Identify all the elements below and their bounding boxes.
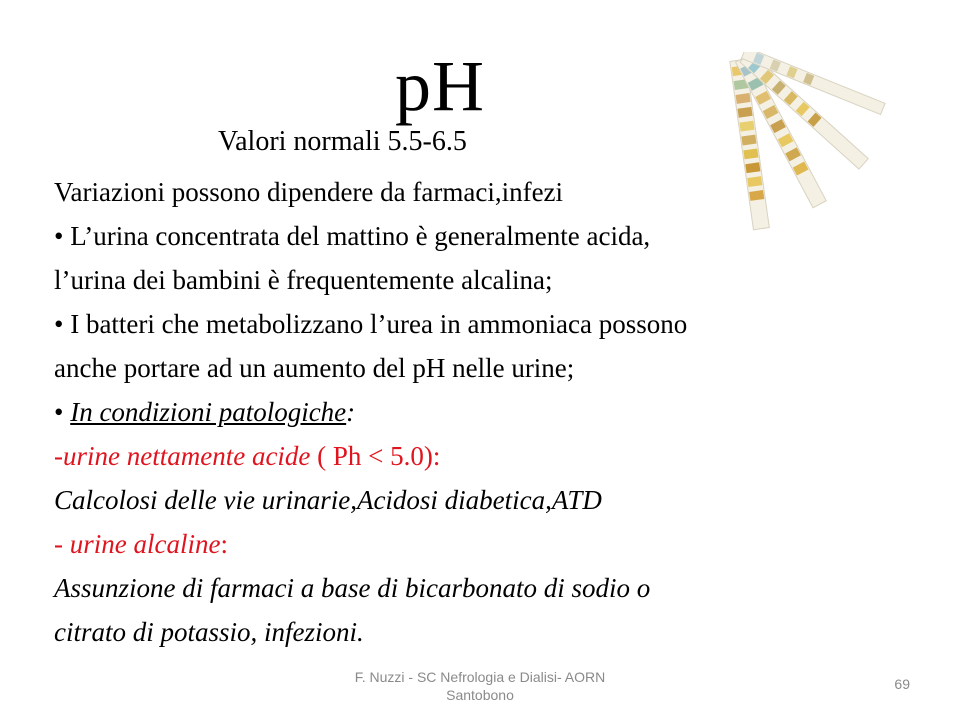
acid-causes-line: Calcolosi delle vie urinarie,Acidosi diabetica,ATD [54, 485, 602, 515]
slide-body [54, 170, 914, 654]
alkaline-causes-line-1: Assunzione di farmaci a base di bicarbonato di sodio o [54, 573, 651, 603]
alkaline-urine-line [54, 522, 914, 566]
acid-urine-line [54, 434, 914, 478]
alkaline-urine-label: - urine alcaline [54, 529, 221, 559]
bullet-pathological [54, 390, 914, 434]
normal-values-subtitle: Valori normali 5.5-6.5 [218, 126, 467, 157]
alkaline-colon: : [220, 529, 228, 559]
acid-dash: - [54, 441, 63, 471]
alkaline-causes-line-2: citrato di potassio, infezioni. [54, 617, 364, 647]
page-number: 69 [894, 676, 910, 692]
variations-line: Variazioni possono dipendere da farmaci,infezi [54, 177, 564, 207]
slide-footer: F. Nuzzi - SC Nefrologia e Dialisi- AORN Santobono [354, 669, 606, 703]
acid-urine-label: urine nettamente acide [63, 441, 311, 471]
bacteria-ph-line: anche portare ad un aumento del pH nelle urine; [54, 353, 575, 383]
bullet-morning-urine: • L’urina concentrata del mattino è generalmente acida, [54, 221, 651, 251]
slide-title: pH [395, 46, 485, 126]
pathological-colon: : [346, 397, 356, 427]
children-urine-line: l’urina dei bambini è frequentemente alcalina; [54, 265, 553, 295]
bullet-symbol: • [54, 397, 71, 427]
acid-urine-threshold: ( Ph < 5.0): [310, 441, 441, 471]
pathological-conditions-heading: In condizioni patologiche [70, 397, 347, 427]
bullet-bacteria: • I batteri che metabolizzano l’urea in ammoniaca possono [54, 309, 688, 339]
